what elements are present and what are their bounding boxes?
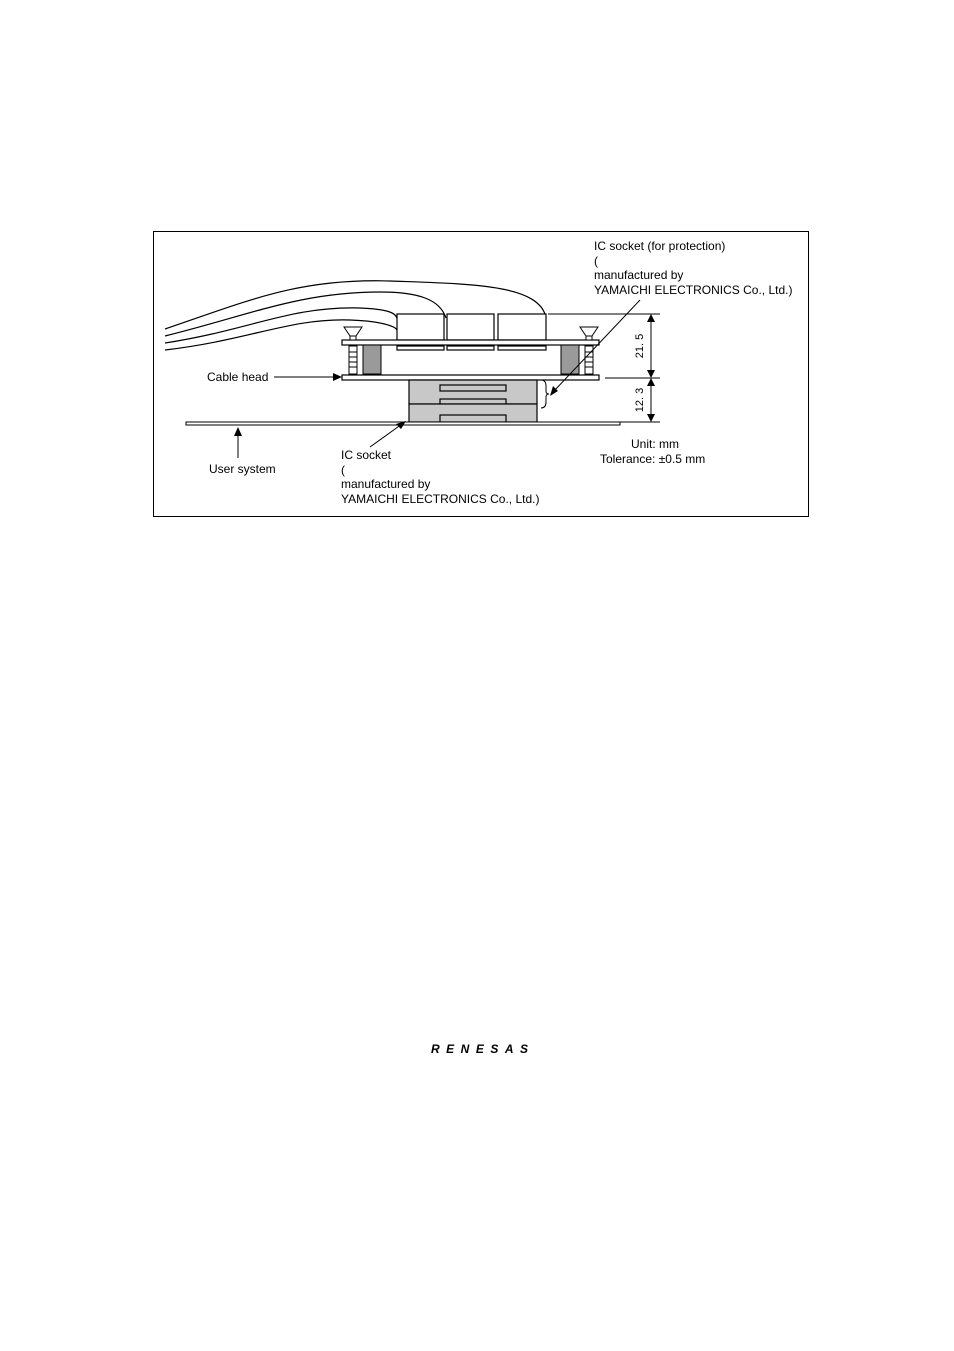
dimension-upper: 21. 5 bbox=[634, 333, 646, 359]
cable-3 bbox=[165, 308, 397, 343]
renesas-logo bbox=[431, 1042, 529, 1056]
protection-brace bbox=[541, 380, 549, 408]
connector-2 bbox=[447, 314, 494, 340]
screw-right bbox=[580, 327, 598, 374]
spacer-post-left bbox=[363, 345, 381, 374]
screw-left bbox=[344, 327, 362, 374]
unit-label: Unit: mm bbox=[631, 437, 679, 451]
top-board bbox=[342, 340, 599, 345]
cable-head-board bbox=[342, 375, 599, 380]
spacer-post-right bbox=[561, 345, 579, 374]
cable-head-label: Cable head bbox=[207, 370, 269, 384]
protection-socket-label: IC socket (for protection) ( manufactured by YAMAICHI ELECTRONICS Co., Ltd.) bbox=[594, 239, 793, 297]
connector-3 bbox=[498, 314, 546, 340]
ic-socket-label: IC socket ( manufactured by YAMAICHI ELECTRONICS Co., Ltd.) bbox=[341, 448, 540, 506]
dimension-lower: 12. 3 bbox=[634, 387, 646, 413]
svg-text:RENESAS: RENESAS bbox=[431, 1042, 529, 1056]
socket-stack bbox=[409, 380, 537, 422]
user-system-label: User system bbox=[209, 462, 276, 476]
connector-1 bbox=[397, 314, 444, 340]
tolerance-label: Tolerance: ±0.5 mm bbox=[600, 452, 706, 466]
